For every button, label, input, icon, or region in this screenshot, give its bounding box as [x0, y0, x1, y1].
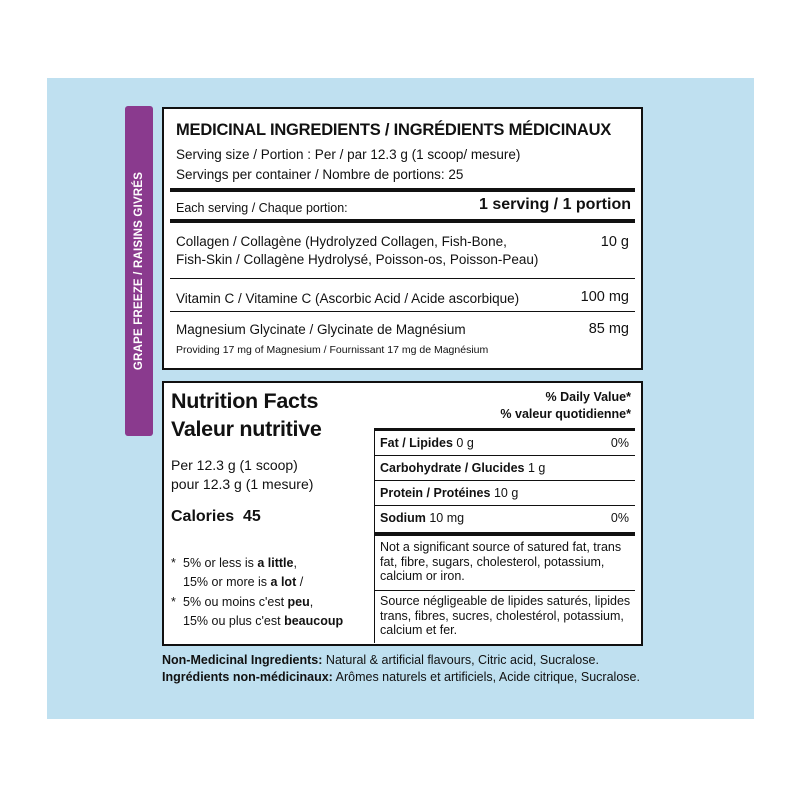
nutrient-table: [374, 431, 635, 530]
ingredient-vitamin-c: [176, 290, 519, 308]
flavor-tab: [125, 106, 153, 436]
calories: [171, 508, 261, 526]
nutrition-title-en: Nutrition Facts: [171, 389, 319, 413]
divider: [170, 278, 635, 279]
non-medicinal-text-en: Natural & artificial flavours, Citric acid, Sucralose.: [322, 653, 599, 667]
medicinal-ingredients-panel: [162, 107, 643, 370]
nutrition-title-fr: Valeur nutritive: [171, 417, 322, 441]
serving-per: [171, 456, 313, 494]
per-fr: pour 12.3 g (1 mesure): [171, 476, 314, 492]
divider: [374, 532, 635, 536]
serving-header: 1 serving / 1 portion: [478, 196, 631, 213]
nutrition-facts-panel: [162, 381, 643, 646]
divider: [170, 188, 635, 192]
nutrient-row-sodium: Sodium 10 mg 0%: [374, 505, 635, 530]
daily-value-header: % Daily Value* % valeur quotidienne*: [500, 390, 631, 421]
non-medicinal-label-fr: Ingrédients non-médicinaux:: [162, 670, 333, 684]
per-en: Per 12.3 g (1 scoop): [171, 457, 298, 473]
ingredient-collagen: [176, 233, 538, 269]
note-en: Not a significant source of satured fat, trans fat, fibre, sugars, cholesterol, potassium, calcium or iron.: [380, 540, 622, 583]
servings-per-container: Servings per container / Nombre de portions: 25: [176, 167, 464, 182]
ingredient-line: Vitamin C / Vitamine C (Ascorbic Acid / Acide ascorbique): [176, 291, 520, 306]
nutrient-row-protein: Protein / Protéines 10 g: [374, 480, 635, 505]
each-serving-label: Each serving / Chaque portion:: [176, 201, 348, 215]
ingredient-amount: 10 g: [600, 234, 629, 250]
medicinal-title: MEDICINAL INGREDIENTS / INGRÉDIENTS MÉDICINAUX: [176, 121, 612, 139]
ingredient-line: Collagen / Collagène (Hydrolyzed Collagen, Fish-Bone,: [176, 234, 507, 249]
note-fr: Source négligeable de lipides saturés, lipides trans, fibres, sucres, cholestérol, potassium, calcium et fer.: [380, 594, 631, 637]
non-medicinal-label-en: Non-Medicinal Ingredients:: [162, 653, 323, 667]
calories-value: 45: [243, 508, 261, 525]
nutrient-row-fat: Fat / Lipides 0 g 0%: [380, 436, 629, 450]
flavor-label: GRAPE FREEZE / RAISINS GIVRÉS: [133, 171, 146, 371]
footnote: * 5% or less is a little, 15% or more is a lot / * 5% ou moins c'est peu, 15% ou plus c'est beaucoup: [171, 556, 344, 628]
ingredient-line: Magnesium Glycinate / Glycinate de Magnésium: [176, 322, 466, 337]
divider: [374, 590, 635, 591]
non-medicinal-ingredients: [162, 652, 642, 686]
ingredient-amount: 100 mg: [580, 289, 629, 305]
non-medicinal-text-fr: Arômes naturels et artificiels, Acide citrique, Sucralose.: [332, 670, 640, 684]
ingredient-subtext: Providing 17 mg of Magnesium / Fournissant 17 mg de Magnésium: [176, 344, 489, 356]
serving-size: Serving size / Portion : Per / par 12.3 g (1 scoop/ mesure): [176, 147, 521, 162]
ingredient-line: Fish-Skin / Collagène Hydrolysé, Poisson-os, Poisson-Peau): [176, 252, 539, 267]
ingredient-amount: 85 mg: [588, 321, 629, 337]
divider: [170, 219, 635, 223]
nutrient-row-carbohydrate: Carbohydrate / Glucides 1 g: [374, 455, 635, 480]
divider: [170, 311, 635, 312]
calories-label: Calories: [171, 508, 235, 525]
ingredient-magnesium: [176, 321, 466, 339]
